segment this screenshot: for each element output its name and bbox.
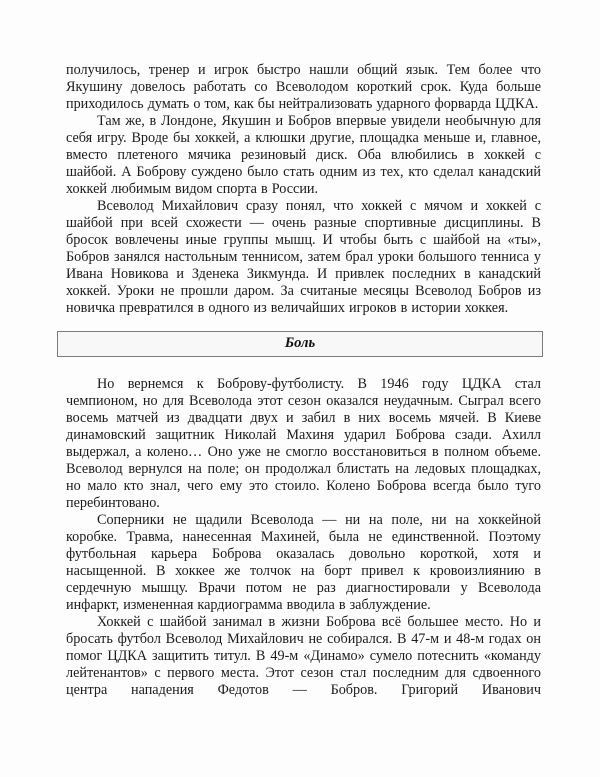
section-header-box [57, 331, 543, 357]
section-title: Боль [284, 335, 316, 351]
paragraph-continuation: получилось, тренер и игрок быстро нашли общий язык. Тем более что Якушину довелось работать со Всеволодом короткий срок. Куда больше приходилось думать о том, как бы нейтрализовать ударного форварда ЦДКА. [66, 62, 541, 112]
paragraph: Но вернемся к Боброву-футболисту. В 1946 году ЦДКА стал чемпионом, но для Всеволода этот сезон оказался неудачным. Сыграл всего восемь матчей из двадцати двух и забил в них восемь мячей. В Киеве динамовский защитник Николай Махиня ударил Боброва сзади. Ахилл выдержал, а колено… Оно уже не смогло восстановиться в полном объеме. Всеволод вернулся на поле; он продолжал блистать на ледовых площадках, но мало кто знал, чего ему это стоило. Колено Боброва всегда было туго перебинтовано. [66, 376, 541, 511]
paragraph: Всеволод Михайлович сразу понял, что хоккей с мячом и хоккей с шайбой при всей схожести — очень разные спортивные дисциплины. В бросок вовлечены иные группы мышц. И чтобы быть с шайбой на «ты», Бобров занялся настольным теннисом, затем брал уроки большого тенниса у Ивана Новикова и Зденека Зикмунда. И привлек последних в канадский хоккей. Уроки не прошли даром. За считаные месяцы Всеволод Бобров из новичка превратился в одного из величайших игроков в истории хоккея. [66, 198, 541, 316]
paragraph: Соперники не щадили Всеволода — ни на поле, ни на хоккейной коробке. Травма, нанесенная Махиней, была не единственной. Поэтому футбольная карьера Боброва оказалась довольно короткой, хотя и насыщенной. В хоккее же толчок на борт привел к кровоизлиянию в сердечную мышцу. Врачи потом не раз диагностировали у Всеволода инфаркт, измененная кардиограмма вводила в заблуждение. [66, 512, 541, 613]
text-column [66, 62, 541, 699]
paragraph: Там же, в Лондоне, Якушин и Бобров впервые увидели необычную для себя игру. Вроде бы хоккей, а клюшки другие, площадка меньше и, главное, вместо плетеного мячика резиновый диск. Оба влюбились в хоккей с шайбой. А Боброву суждено было стать одним из тех, кто сделал канадский хоккей любимым видом спорта в России. [66, 113, 541, 197]
paragraph-cutoff: Хоккей с шайбой занимал в жизни Боброва всё большее место. Но и бросать футбол Всеволод Михайлович не собирался. В 47-м и 48-м годах он помог ЦДКА защитить титул. В 49-м «Динамо» сумело потеснить «команду лейтенантов» с первого места. Этот сезон стал последним для сдвоенного центра нападения Федотов — Бобров. Григорий Иванович [66, 614, 541, 698]
